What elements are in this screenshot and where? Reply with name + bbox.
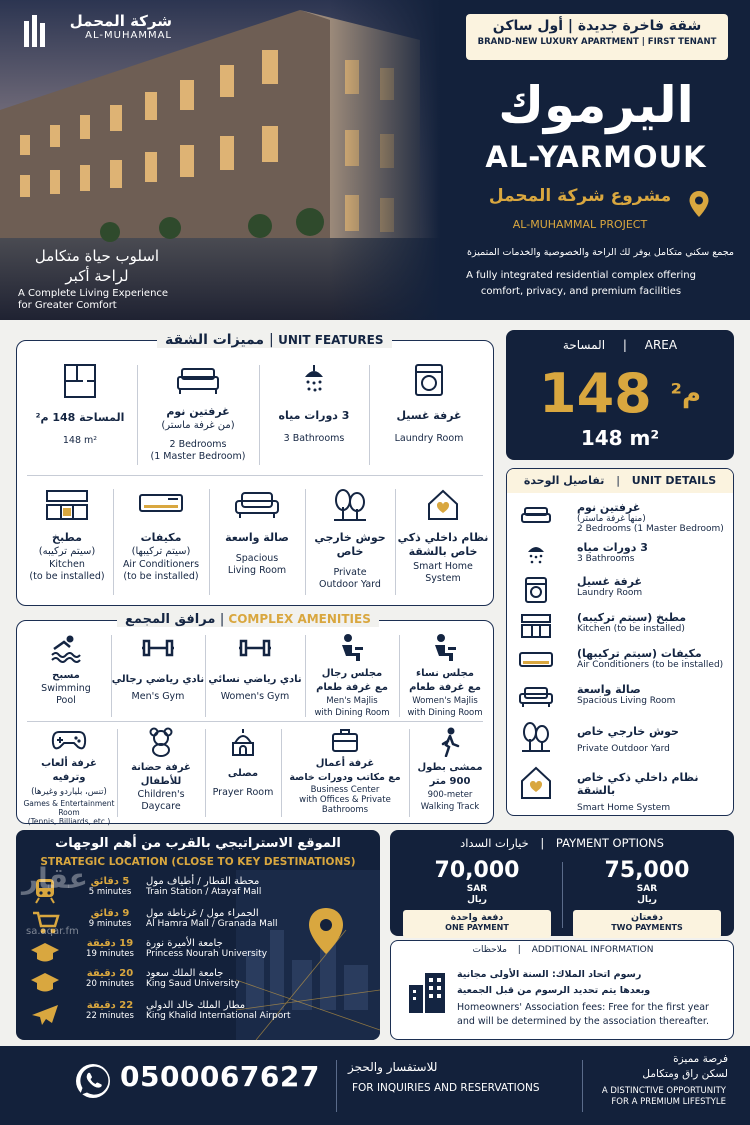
location-time-ar: 20 دقيقة <box>86 968 134 979</box>
sofa-icon <box>519 685 553 709</box>
payment-label-ar: دفعة واحدة <box>450 912 504 923</box>
location-place-ar: الحمراء مول / غرناطة مول <box>146 908 259 919</box>
location-time-ar: 22 دقيقة <box>86 1000 134 1011</box>
amenity-mens-majlis-en: Men's Majlis <box>326 696 378 706</box>
amenity-mens-majlis-ar2: مع غرفة طعام <box>316 682 388 693</box>
amenity-daycare-ar: غرفة حضانة <box>131 762 191 773</box>
feature-kitchen <box>21 487 113 583</box>
location-place-ar: محطة القطار / أطياف مول <box>146 876 260 887</box>
unit-features-panel <box>16 332 494 606</box>
kitchen-icon <box>521 613 551 639</box>
detail-smart-home-ar: نظام داخلي ذكي خاص بالشقة <box>577 771 699 797</box>
location-title-ar: الموقع الاستراتيجي بالقرب من أهم الوجهات <box>55 836 341 851</box>
area-subvalue: 148 m² <box>580 426 660 450</box>
feature-living-room-ar: صالة واسعة <box>225 531 289 544</box>
amenity-prayer-room <box>205 727 281 799</box>
detail-yard-en: Private Outdoor Yard <box>577 744 670 754</box>
additional-text-ar-line1: رسوم اتحاد الملاك: السنة الأولى مجانية <box>457 969 642 980</box>
air-conditioner-icon <box>519 651 553 669</box>
detail-yard-ar: حوش خارجي خاص <box>577 725 679 738</box>
tagline-ar <box>18 246 176 286</box>
amenity-womens-gym-en: Women's Gym <box>220 691 290 702</box>
feature-kitchen-ar: مطبخ <box>52 531 82 544</box>
amenity-mens-gym-ar: نادي رياضي رجالي <box>111 674 205 685</box>
amenity-womens-majlis-ar2: مع غرفة طعام <box>409 682 481 693</box>
feature-smart-home <box>395 487 491 585</box>
amenity-pool-en: Swimming <box>41 683 91 694</box>
dumbbell-icon <box>238 633 272 663</box>
developer-project-en: AL-MUHAMMAL PROJECT <box>512 218 648 231</box>
watermark-logo: عقار <box>22 862 88 895</box>
amenity-pool-ar: مسبح <box>52 670 80 681</box>
feature-yard-en: Private <box>333 567 367 578</box>
amenity-pool <box>21 633 111 707</box>
additional-title-ar: ملاحظات <box>472 945 507 955</box>
feature-bedrooms-ar: غرفتين نوم <box>166 405 230 418</box>
trees-icon <box>332 487 368 523</box>
feature-area-en: 148 m² <box>62 435 98 446</box>
tagline-en-line1: A Complete Living Experience <box>18 288 169 299</box>
unit-features-title-en: UNIT FEATURES <box>278 333 384 347</box>
location-title-en: STRATEGIC LOCATION (CLOSE TO KEY DESTINATIONS) <box>40 856 356 868</box>
feature-kitchen-en: Kitchen <box>49 559 85 570</box>
feature-air-conditioners <box>113 487 209 583</box>
area-value <box>506 362 734 426</box>
detail-bedrooms-ar2: (منها غرفة ماستر) <box>577 514 646 524</box>
location-place-en: King Saud University <box>146 979 240 989</box>
payment-amount: 75,000 <box>604 858 690 883</box>
detail-bedrooms-en: 2 Bedrooms (1 Master Bedroom) <box>577 524 724 534</box>
opportunity-ar <box>596 1052 728 1082</box>
location-place-en: Al Hamra Mall / Granada Mall <box>146 919 278 929</box>
location-time-en: 20 minutes <box>86 979 134 989</box>
area-panel <box>506 330 734 460</box>
unit-features-title-ar: مميزات الشقة <box>165 332 265 348</box>
feature-kitchen-ar2: (سيتم تركيبه) <box>38 546 96 557</box>
payment-label-box <box>403 910 551 938</box>
additional-text-en-line1: Homeowners' Association fees: Free for the first year <box>457 1002 709 1013</box>
location-time-ar: 5 دقائق <box>90 876 130 887</box>
sofa-icon <box>234 487 280 523</box>
payment-label-en: ONE PAYMENT <box>445 923 509 932</box>
payment-panel <box>390 830 734 936</box>
amenity-mens-gym-en: Men's Gym <box>131 691 185 702</box>
additional-heading: ملاحظات | ADDITIONAL INFORMATION <box>472 945 654 955</box>
feature-bedrooms-en: 2 Bedrooms <box>169 439 227 450</box>
opportunity-en-line1: A DISTINCTIVE OPPORTUNITY <box>601 1086 726 1096</box>
additional-text-ar <box>457 967 715 999</box>
floorplan-icon <box>63 363 97 399</box>
watermark-url: sa.aqar.fm <box>26 926 79 937</box>
feature-living-room-en2: Living Room <box>227 565 287 576</box>
detail-kitchen-en: Kitchen (to be installed) <box>577 624 685 634</box>
amenity-walking-track <box>409 727 491 813</box>
feature-bedrooms <box>137 363 259 463</box>
walking-icon <box>437 727 463 757</box>
amenity-pool-en2: Pool <box>56 695 76 706</box>
amenity-womens-gym <box>205 633 305 703</box>
unit-details-title-ar: تفاصيل الوحدة <box>523 474 605 487</box>
amenity-daycare-en: Children's <box>137 789 185 800</box>
payment-currency-ar: ريال <box>637 895 657 905</box>
bed-icon <box>521 505 551 527</box>
amenity-mens-gym <box>111 633 205 703</box>
location-item <box>26 938 306 968</box>
payment-currency-en: SAR <box>636 884 658 894</box>
payment-label-en: TWO PAYMENTS <box>611 923 683 932</box>
graduation-cap-icon <box>30 971 60 995</box>
location-place-en: Train Station / Atayaf Mall <box>146 887 262 897</box>
inquiries-ar: للاستفسار والحجز <box>348 1060 438 1074</box>
tagline-en-line2: for Greater Comfort <box>18 300 117 311</box>
amenity-prayer-en: Prayer Room <box>212 787 274 798</box>
amenity-womens-gym-ar: نادي رياضي نسائي <box>208 674 302 685</box>
feature-yard-en2: Outdoor Yard <box>319 579 381 590</box>
feature-bathrooms-ar: 3 دورات مياه <box>278 409 350 422</box>
amenity-games-en: Games & Entertainment <box>23 799 115 808</box>
location-place-ar: جامعة الملك سعود <box>146 968 224 979</box>
amenities-title-en: COMPLEX AMENITIES <box>228 612 371 626</box>
gamepad-icon <box>51 727 87 753</box>
feature-laundry-en: Laundry Room <box>394 433 464 444</box>
description-en <box>440 268 722 300</box>
opportunity-ar-line1: فرصة مميزة <box>673 1053 728 1065</box>
amenity-mens-majlis-ar: مجلس رجال <box>321 668 383 679</box>
project-name-en: AL-YARMOUK <box>485 140 707 174</box>
amenity-games-ar2: وترفيه <box>52 772 86 783</box>
area-unit-ar: م² <box>670 379 701 409</box>
payment-heading: خيارات السداد | PAYMENT OPTIONS <box>460 836 664 850</box>
payment-label-ar: دفعتان <box>630 912 663 923</box>
amenity-womens-majlis-ar: مجلس نساء <box>416 668 474 679</box>
payment-title-ar: خيارات السداد <box>460 836 529 850</box>
hero-section <box>0 0 750 320</box>
dumbbell-icon <box>141 633 175 663</box>
majlis-icon <box>339 633 365 663</box>
amenity-business-en: Business Center <box>310 785 380 795</box>
amenity-walking-en: 900-meter <box>427 790 473 800</box>
detail-ac-ar: مكيفات (سيتم تركيبها) <box>577 647 702 660</box>
amenity-games-en3: (Tennis, Billiards, etc.) <box>27 817 111 826</box>
washing-machine-icon <box>414 363 444 397</box>
payment-currency-ar: ريال <box>467 895 487 905</box>
badge-box <box>466 14 728 60</box>
location-time-en: 19 minutes <box>86 949 134 959</box>
feature-laundry <box>369 363 489 445</box>
detail-kitchen-ar: مطبخ (سيتم تركيبه) <box>577 611 687 624</box>
amenity-womens-majlis-en: Women's Majlis <box>412 696 478 706</box>
amenities-title-ar: مرافق المجمع <box>125 612 216 627</box>
detail-laundry-en: Laundry Room <box>577 588 643 598</box>
whatsapp-icon[interactable] <box>74 1062 112 1100</box>
opportunity-en <box>586 1086 726 1108</box>
briefcase-icon <box>331 727 359 753</box>
swimming-icon <box>50 633 82 663</box>
developer-project-ar: مشروع شركة المحمل <box>488 186 672 206</box>
brand-name-en: AL-MUHAMMAL <box>85 30 172 41</box>
amenity-games-ar: غرفة ألعاب <box>41 758 97 769</box>
air-conditioner-icon <box>138 487 184 523</box>
amenities-title: مرافق المجمع | COMPLEX AMENITIES <box>117 612 379 627</box>
feature-area <box>23 363 137 447</box>
location-time-en: 5 minutes <box>88 887 132 897</box>
description-en-line2: comfort, privacy, and premium facilities <box>480 286 682 297</box>
detail-ac-en: Air Conditioners (to be installed) <box>577 660 724 670</box>
area-label-ar: المساحة <box>562 338 606 352</box>
payment-label-box <box>573 910 721 938</box>
feature-ac-en2: (to be installed) <box>123 571 199 582</box>
detail-living-room-ar: صالة واسعة <box>577 683 641 696</box>
graduation-cap-icon <box>30 941 60 965</box>
amenity-womens-majlis-en2: with Dining Room <box>407 708 483 718</box>
additional-text-ar-line2: وبعدها يتم تحديد الرسوم من قبل الجمعية <box>457 985 651 996</box>
amenity-daycare-en2: Daycare <box>141 801 181 812</box>
location-pin-icon <box>688 190 710 222</box>
feature-living-room-en: Spacious <box>235 553 279 564</box>
payment-option-one <box>402 858 552 938</box>
bed-icon <box>176 363 220 397</box>
feature-bedrooms-ar2: (من غرفة ماستر) <box>161 420 235 431</box>
unit-details-title-en: UNIT DETAILS <box>631 474 717 487</box>
tagline-ar-line2: لراحة أكبر <box>65 267 129 285</box>
mosque-icon <box>229 727 257 757</box>
additional-title-en: ADDITIONAL INFORMATION <box>531 945 654 955</box>
tagline-ar-line1: اسلوب حياة متكامل <box>34 247 160 265</box>
detail-laundry-ar: غرفة غسيل <box>577 575 643 588</box>
inquiries-en: FOR INQUIRIES AND RESERVATIONS <box>352 1082 540 1094</box>
unit-details-panel <box>506 468 734 816</box>
amenity-games-ar3: (تنس، بلياردو وغيرها) <box>31 787 107 797</box>
location-place-ar: مطار الملك خالد الدولي <box>146 1000 246 1011</box>
feature-yard-ar: حوش خارجي خاص <box>314 531 386 558</box>
feature-laundry-ar: غرفة غسيل <box>396 409 462 422</box>
feature-kitchen-en2: (to be installed) <box>29 571 105 582</box>
additional-info-panel <box>390 940 734 1040</box>
brand-name-ar: شركة المحمل <box>69 12 172 30</box>
brand-name <box>22 12 172 41</box>
feature-ac-en: Air Conditioners <box>122 559 200 570</box>
shower-icon <box>299 363 329 397</box>
detail-smart-home-en: Smart Home System <box>577 803 671 813</box>
detail-bathrooms-ar: 3 دورات مياه <box>577 541 648 554</box>
unit-details-heading: تفاصيل الوحدة | UNIT DETAILS <box>507 469 733 493</box>
unit-features-title: مميزات الشقة | UNIT FEATURES <box>157 332 392 348</box>
location-item <box>26 968 306 998</box>
detail-living-room-en: Spacious Living Room <box>577 696 676 706</box>
majlis-icon <box>432 633 458 663</box>
description-ar: مجمع سكني متكامل يوفر لك الراحة والخصوصية والخدمات المتميزة <box>467 247 734 258</box>
description-en-line1: A fully integrated residential complex offering <box>466 270 696 281</box>
tagline-en <box>18 288 188 312</box>
amenity-daycare <box>117 727 205 813</box>
smart-home-icon <box>425 487 461 523</box>
feature-living-room <box>209 487 305 577</box>
feature-ac-ar: مكيفات <box>140 531 182 544</box>
location-place-ar: جامعة الأميرة نورة <box>146 938 223 949</box>
area-label-en: AREA <box>644 338 678 352</box>
payment-title-en: PAYMENT OPTIONS <box>555 836 664 850</box>
amenity-womens-majlis <box>399 633 491 719</box>
amenity-mens-majlis-en2: with Dining Room <box>314 708 390 718</box>
amenity-business-en2: with Offices & Private <box>299 795 391 805</box>
feature-bedrooms-en2: (1 Master Bedroom) <box>150 451 246 462</box>
payment-currency-en: SAR <box>466 884 488 894</box>
feature-smart-home-ar2: خاص بالشقة <box>408 545 478 558</box>
location-item <box>26 1000 306 1030</box>
feature-bathrooms <box>259 363 369 445</box>
feature-smart-home-en: Smart Home System <box>413 561 473 584</box>
kitchen-icon <box>45 487 89 523</box>
feature-smart-home-ar: نظام داخلي ذكي <box>397 531 489 544</box>
building-icon <box>407 971 447 1015</box>
amenities-panel <box>16 612 494 826</box>
smart-home-icon <box>519 765 553 801</box>
amenity-walking-en2: Walking Track <box>420 802 480 812</box>
feature-yard <box>305 487 395 591</box>
payment-option-two <box>572 858 722 938</box>
additional-text-en-line2: and will be determined by the association thereafter. <box>457 1016 709 1027</box>
trees-icon <box>521 721 551 753</box>
amenity-games-en2: Room <box>58 808 80 817</box>
badge-en: BRAND-NEW LUXURY APARTMENT | FIRST TENANT <box>477 37 717 47</box>
location-place-en: Princess Nourah University <box>146 949 268 959</box>
teddy-bear-icon <box>146 727 176 757</box>
area-number: 148 <box>539 362 652 425</box>
area-heading: المساحة | AREA <box>562 338 678 352</box>
amenity-walking-ar2: 900 متر <box>429 776 471 787</box>
shower-icon <box>525 541 547 567</box>
washing-machine-icon <box>525 577 547 603</box>
amenity-walking-ar: ممشى بطول <box>417 762 483 773</box>
feature-area-ar: المساحة 148 م² <box>35 411 125 424</box>
project-name-ar: اليرموك <box>498 76 694 134</box>
payment-amount: 70,000 <box>434 858 520 883</box>
location-time-en: 9 minutes <box>88 919 132 929</box>
opportunity-ar-line2: لسكن راق ومتكامل <box>642 1068 728 1080</box>
detail-bedrooms-ar: غرفتين نوم <box>577 501 641 514</box>
location-time-ar: 19 دقيقة <box>86 938 134 949</box>
detail-bathrooms-en: 3 Bathrooms <box>577 554 635 564</box>
amenity-business-en3: Bathrooms <box>321 805 369 815</box>
location-time-en: 22 minutes <box>86 1011 134 1021</box>
footer-bar <box>0 1046 750 1125</box>
airplane-icon <box>30 1002 60 1028</box>
phone-number[interactable]: 0500067627 <box>120 1060 320 1093</box>
additional-text-en <box>457 1001 727 1029</box>
amenity-business-ar2: مع مكاتب ودورات خاصة <box>289 772 401 783</box>
badge-ar: شقة فاخرة جديدة | أول ساكن <box>492 18 702 34</box>
amenity-daycare-ar2: للأطفال <box>140 776 182 787</box>
amenity-business-ar: غرفة أعمال <box>315 758 375 769</box>
amenity-mens-majlis <box>305 633 399 719</box>
feature-ac-ar2: (سيتم تركيبها) <box>131 546 191 557</box>
amenity-prayer-ar: مصلى <box>227 768 259 779</box>
location-time-ar: 9 دقائق <box>90 908 130 919</box>
opportunity-en-line2: FOR A PREMIUM LIFESTYLE <box>611 1097 726 1107</box>
location-place-en: King Khalid International Airport <box>146 1011 291 1021</box>
amenity-games-room <box>21 727 117 826</box>
feature-bathrooms-en: 3 Bathrooms <box>283 433 345 444</box>
amenity-business-center <box>281 727 409 815</box>
